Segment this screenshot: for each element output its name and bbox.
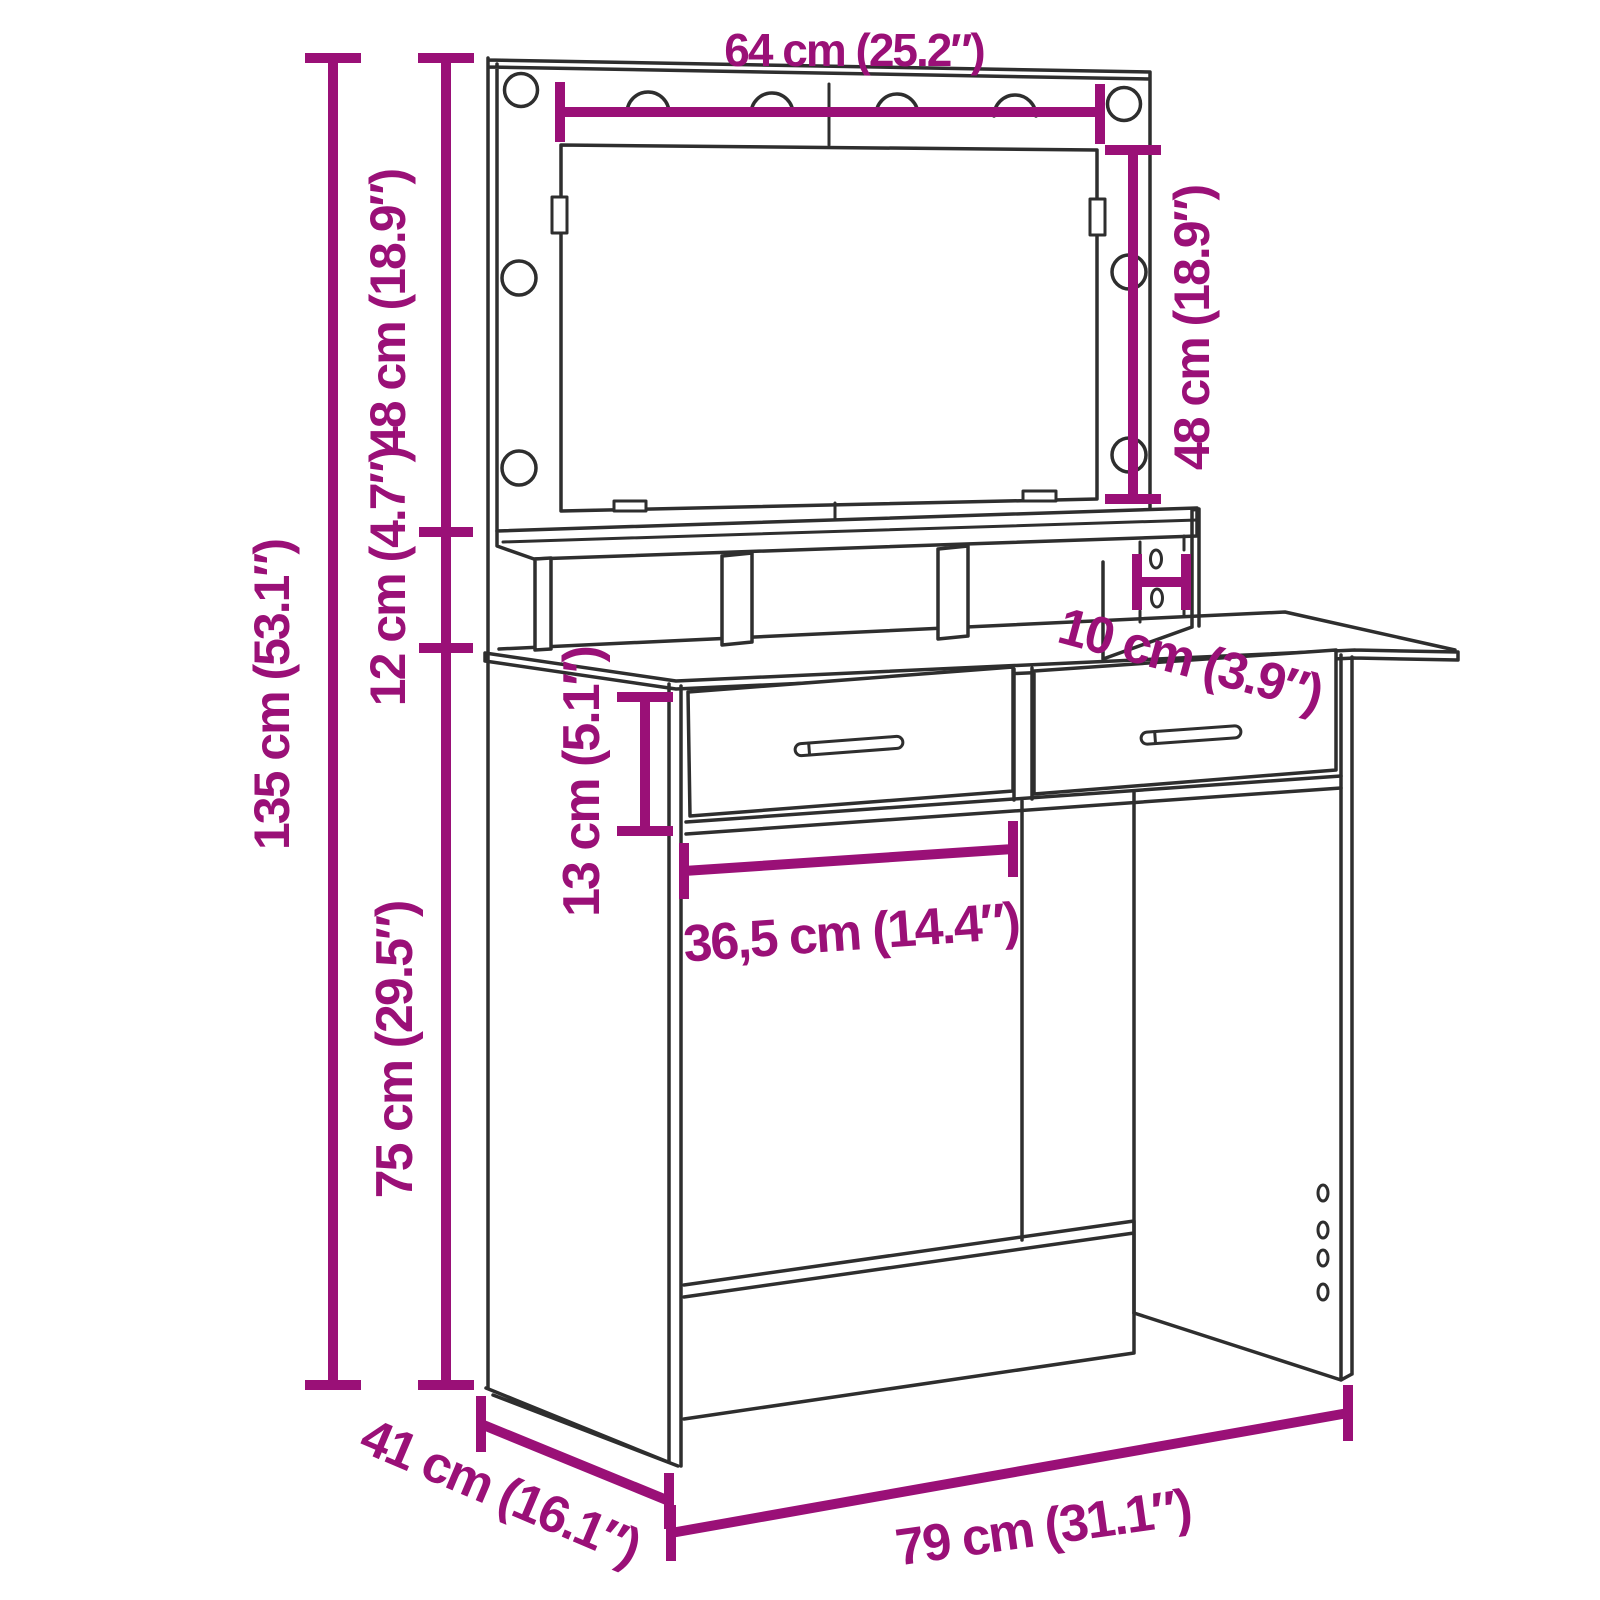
furniture-line-art bbox=[485, 58, 1458, 1466]
dim-organizer-depth-label: 10 cm (3.9″) bbox=[1052, 597, 1328, 723]
handle-cap-icon bbox=[809, 743, 810, 755]
screw-hole-icon bbox=[1151, 550, 1162, 568]
led-bulb-icon bbox=[502, 451, 536, 485]
dim-drawer-width-label: 36,5 cm (14.4″) bbox=[681, 892, 1021, 974]
shelf-pin-hole-icon bbox=[1318, 1250, 1328, 1266]
dim-line bbox=[418, 58, 474, 1385]
led-bulb-icon bbox=[1108, 88, 1141, 121]
dim-total-height-label: 135 cm (53.1″) bbox=[244, 539, 300, 851]
dim-organizer-height-label: 12 cm (4.7″) bbox=[360, 447, 416, 707]
back-modesty-panel bbox=[684, 1221, 1134, 1419]
dim-desk-width-label: 79 cm (31.1″) bbox=[892, 1478, 1194, 1578]
dim-line bbox=[617, 697, 673, 831]
dim-desk-width bbox=[671, 1385, 1348, 1577]
left-side-panel-bottom bbox=[486, 1388, 678, 1466]
dim-drawer-height-label: 13 cm (5.1″) bbox=[553, 647, 611, 917]
dim-desk-depth-label: 41 cm (16.1″) bbox=[352, 1407, 648, 1577]
shelf-pin-hole-icon bbox=[1318, 1222, 1328, 1238]
dim-drawer-width bbox=[681, 821, 1020, 974]
drawer-section bbox=[669, 650, 1341, 1466]
dim-left-rail bbox=[360, 58, 474, 1385]
dim-mirror-width-label: 64 cm (25.2″) bbox=[724, 24, 984, 76]
led-bulb-icon bbox=[505, 74, 538, 107]
dim-mirror-height-label: 48 cm (18.9″) bbox=[1164, 185, 1220, 471]
organizer-dividers bbox=[535, 546, 968, 650]
dim-mirror-height bbox=[1105, 150, 1220, 499]
dim-line bbox=[305, 58, 361, 1385]
handle-cap-icon bbox=[1155, 732, 1156, 744]
shelf-pin-hole-icon bbox=[1318, 1284, 1328, 1300]
organizer-board bbox=[497, 508, 1197, 559]
dim-panel-height-label: 48 cm (18.9″) bbox=[360, 169, 416, 455]
dim-total-height bbox=[244, 58, 361, 1385]
desk-top-back-edge bbox=[499, 612, 1455, 650]
dim-desk-depth bbox=[352, 1396, 669, 1577]
dim-line bbox=[684, 821, 1013, 899]
screw-hole-icon bbox=[1152, 589, 1163, 607]
shelf-pin-hole-icon bbox=[1318, 1185, 1328, 1201]
dim-desk-height-label: 75 cm (29.5″) bbox=[366, 901, 424, 1199]
mirror bbox=[561, 145, 1097, 511]
led-bulb-icon bbox=[502, 261, 536, 295]
